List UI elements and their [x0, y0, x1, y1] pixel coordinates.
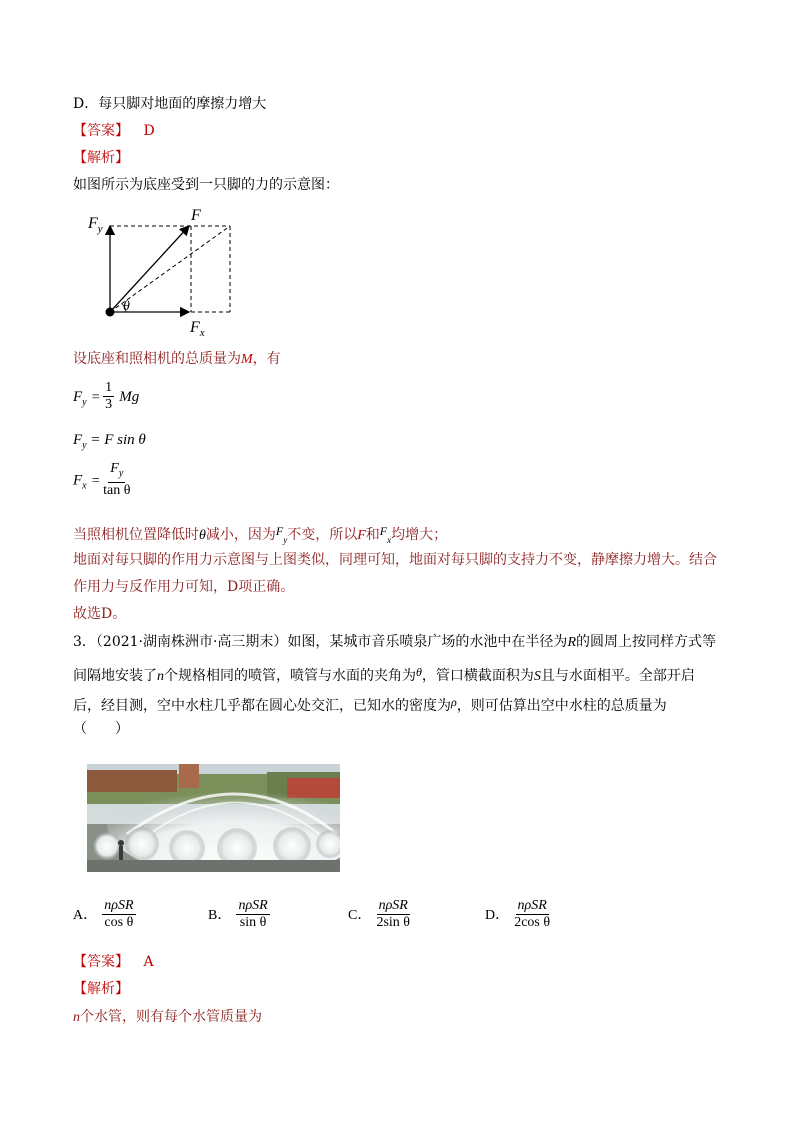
conclusion-line-3: 作用力与反作用力可知，D项正确。 — [73, 579, 295, 595]
f-arrow — [110, 226, 189, 312]
answer-row-2 — [73, 952, 154, 972]
label-fx: $F_x$ — [190, 319, 205, 339]
answer-value: D — [143, 123, 155, 139]
option-b[interactable]: B． $\frac{\text{nρSR}}{\text{sin θ}}$ — [208, 898, 268, 930]
analysis-label: 【解析】 — [73, 150, 129, 166]
fountain-photo — [87, 764, 340, 872]
conclusion-line-2: 地面对每只脚的作用力示意图与上图类似，同理可知，地面对每只脚的支持力不变，静摩擦力增大。结合 — [73, 552, 717, 568]
answer-label-2: 【答案】 — [73, 954, 129, 970]
last-line: n个水管，则有每个水管质量为 — [73, 1009, 262, 1025]
option-d[interactable]: D． $\frac{\text{nρSR}}{\text{2cos θ}}$ — [485, 898, 551, 930]
question-3-line-3: 后，经目测，空中水柱几乎都在圆心处交汇，已知水的密度为ρ，则可估算出空中水柱的总质量为 — [73, 695, 667, 714]
equation-1: $F_y$ = $\frac{1}{3}$ Mg — [73, 380, 140, 412]
option-c[interactable]: C． $\frac{\text{nρSR}}{\text{2sin θ}}$ — [348, 898, 410, 930]
question-3-line-1: 3．（2021·湖南株洲市·高三期末）如图，某城市音乐喷泉广场的水池中在半径为R的圆周上按同样方式等 — [73, 634, 716, 650]
analysis-label-2: 【解析】 — [73, 981, 129, 997]
answer-value-2: A — [143, 954, 154, 970]
analysis-intro: 如图所示为底座受到一只脚的力的示意图： — [73, 177, 339, 193]
answer-label: 【答案】 — [73, 123, 129, 139]
label-fy: $F_y$ — [88, 215, 103, 235]
question-3-paren: （ ） — [73, 721, 129, 737]
answer-row-1 — [73, 121, 155, 141]
option-d-text: D．每只脚对地面的摩擦力增大 — [73, 96, 267, 112]
force-diagram — [80, 200, 250, 340]
mass-line: 设底座和照相机的总质量为M，有 — [73, 351, 281, 367]
option-a[interactable]: A． $\frac{\text{nρSR}}{\text{cos θ}}$ — [73, 898, 134, 930]
equation-2: $F_y = F$ sin θ — [73, 432, 146, 452]
equation-3: $F_x$ = $\frac{F_y}{\text{tan θ}}$ — [73, 461, 131, 498]
conclusion-line-1: 当照相机位置降低时θ减小，因为$F_y$不变，所以F和$F_x$均增大； — [73, 524, 448, 545]
conclusion-line-4: 故选D。 — [73, 606, 127, 622]
origin-dot — [106, 308, 115, 317]
label-theta: θ — [123, 299, 130, 314]
question-3-line-2: 间隔地安装了n个规格相同的喷管，喷管与水面的夹角为θ，管口横截面积为S且与水面相平。全部开启 — [73, 665, 695, 684]
label-f: F — [191, 207, 201, 224]
